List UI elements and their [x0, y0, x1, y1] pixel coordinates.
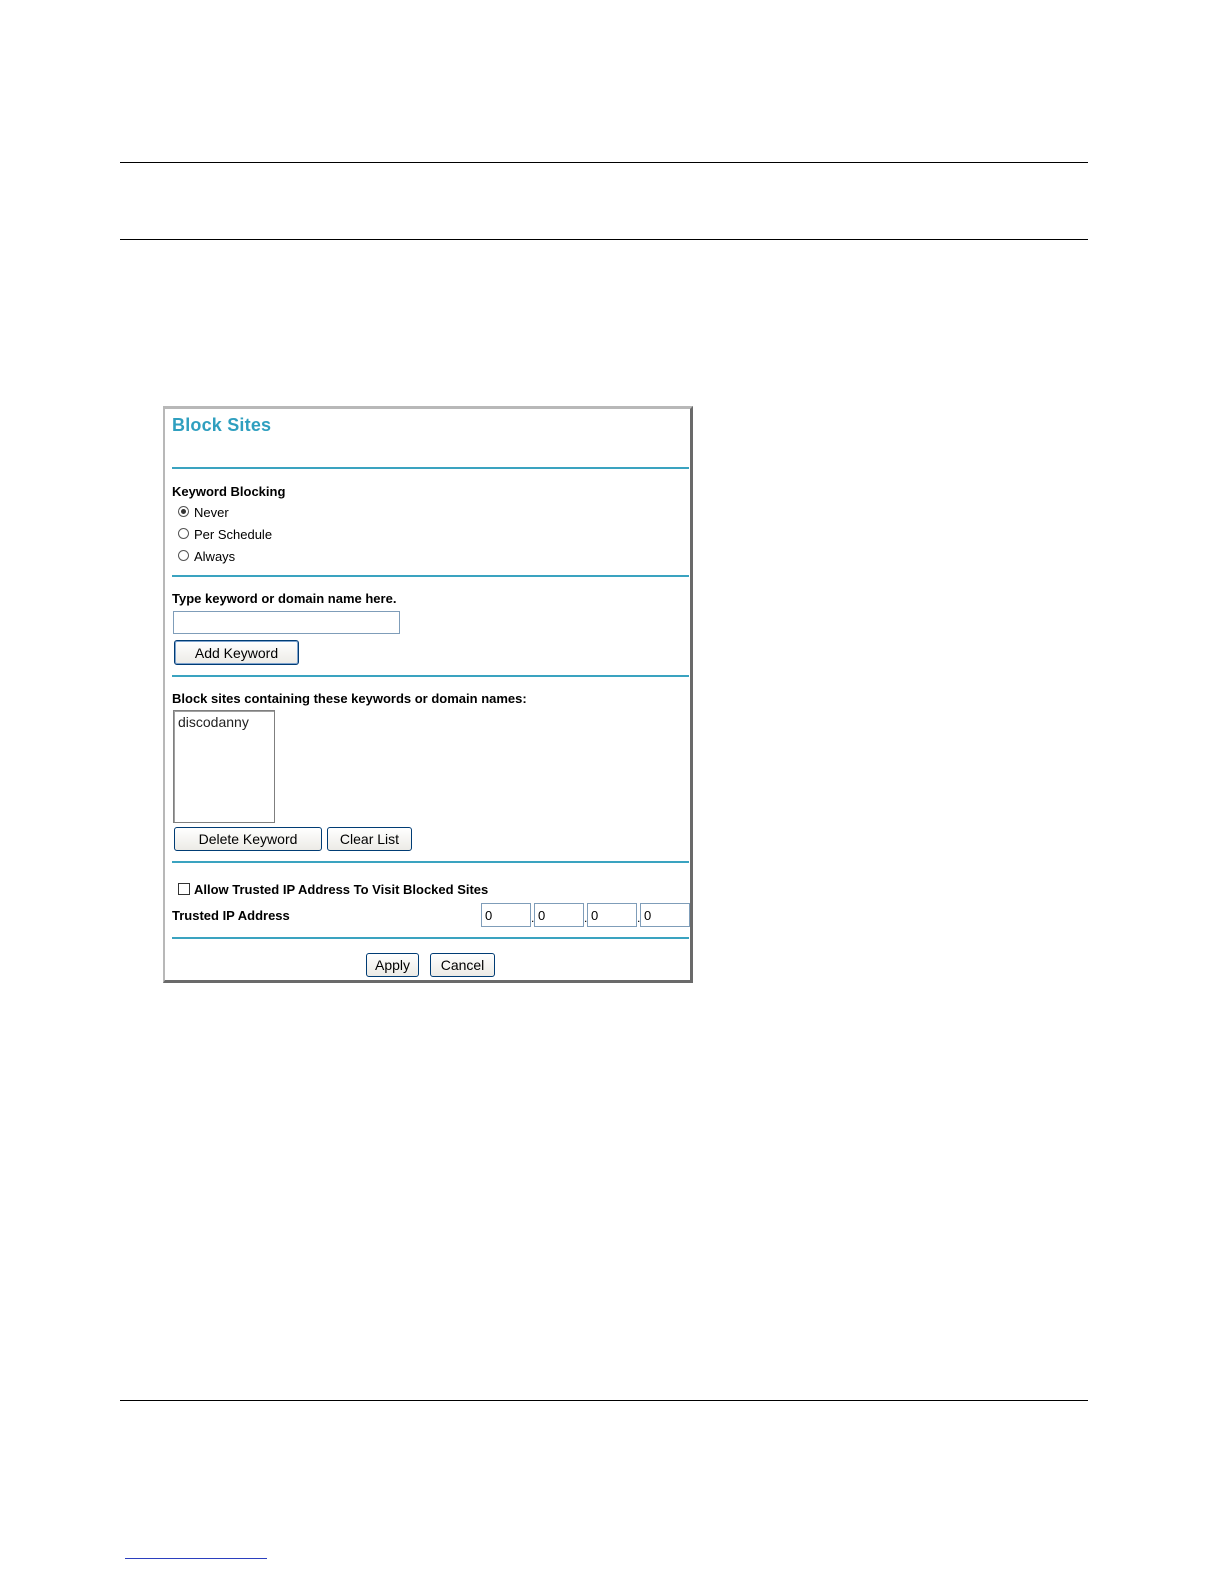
ip-dot: . — [584, 911, 588, 925]
radio-per-schedule-label: Per Schedule — [194, 527, 273, 542]
separator — [172, 861, 689, 863]
ip-octet-2[interactable] — [534, 903, 584, 927]
keyword-blocking-label: Keyword Blocking — [172, 484, 286, 499]
footer-link-underline — [125, 1558, 267, 1559]
page-title: Block Sites — [172, 415, 272, 435]
delete-keyword-button[interactable]: Delete Keyword — [174, 827, 322, 851]
allow-trusted-checkbox[interactable] — [178, 883, 190, 895]
clear-list-button[interactable]: Clear List — [327, 827, 412, 851]
header-rule-bottom — [120, 239, 1088, 240]
separator — [172, 575, 689, 577]
footer-rule — [120, 1400, 1088, 1401]
radio-never-label: Never — [194, 505, 229, 520]
radio-always-label: Always — [194, 549, 236, 564]
ip-octet-1[interactable] — [481, 903, 531, 927]
separator — [172, 675, 689, 677]
keyword-listbox[interactable] — [173, 710, 275, 823]
ip-dot: . — [637, 911, 641, 925]
header-rule-top — [120, 162, 1088, 163]
ip-dot: . — [531, 911, 535, 925]
block-sites-panel — [163, 406, 693, 983]
keyword-input[interactable] — [173, 611, 400, 634]
ip-octet-3[interactable] — [587, 903, 637, 927]
radio-never[interactable] — [178, 506, 189, 517]
radio-always[interactable] — [178, 550, 189, 561]
trusted-ip-label: Trusted IP Address — [172, 908, 290, 923]
block-list-label: Block sites containing these keywords or domain names: — [172, 691, 527, 706]
separator — [172, 467, 689, 469]
radio-per-schedule[interactable] — [178, 528, 189, 539]
apply-button[interactable]: Apply — [366, 953, 419, 977]
cancel-button[interactable]: Cancel — [430, 953, 495, 977]
list-item[interactable]: discodanny — [178, 714, 249, 730]
add-keyword-button[interactable]: Add Keyword — [174, 640, 299, 665]
ip-octet-4[interactable] — [640, 903, 690, 927]
keyword-entry-label: Type keyword or domain name here. — [172, 591, 397, 606]
separator — [172, 937, 689, 939]
allow-trusted-label: Allow Trusted IP Address To Visit Blocked Sites — [194, 882, 489, 897]
